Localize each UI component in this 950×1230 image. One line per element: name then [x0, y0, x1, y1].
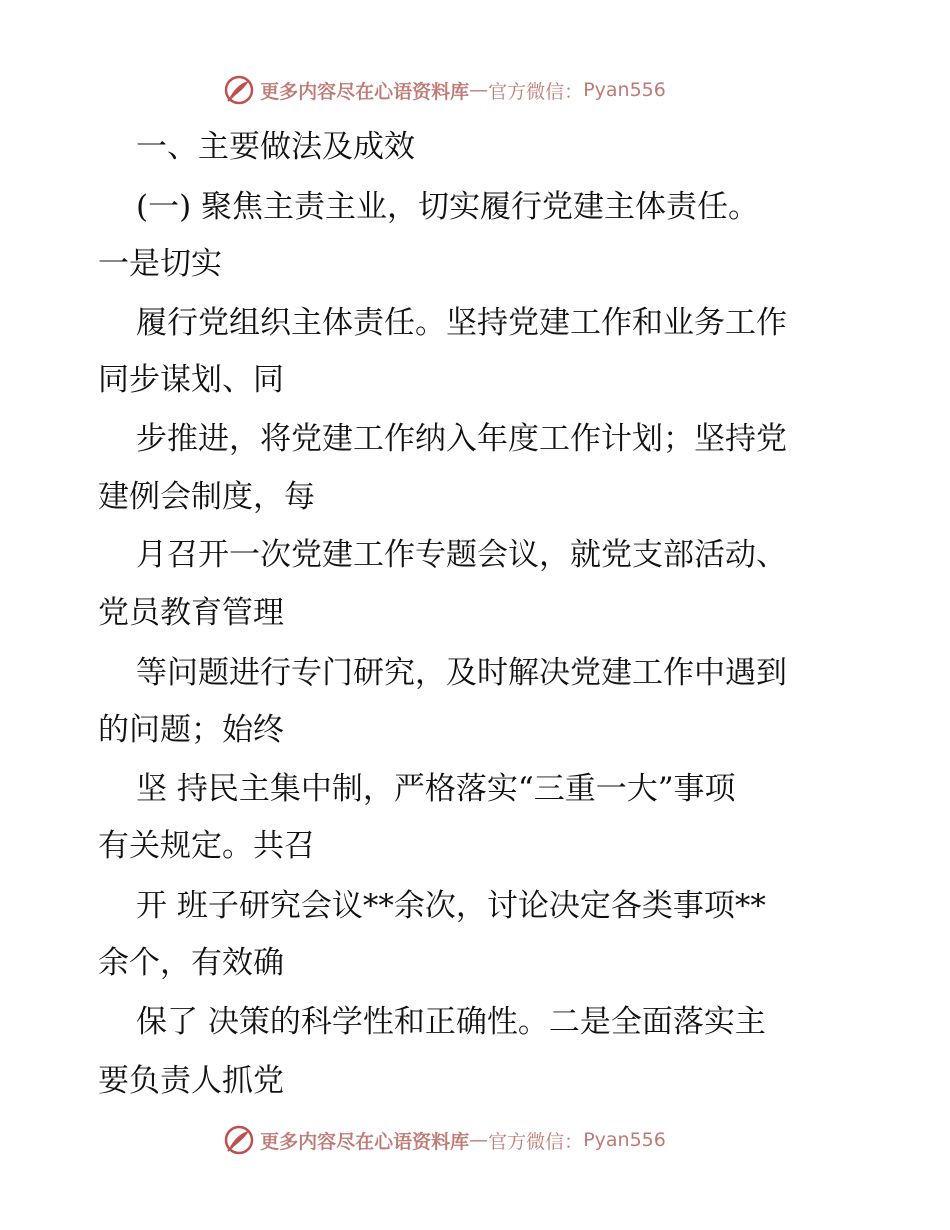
body-line: 同步谋划、同 — [98, 362, 284, 398]
body-line: 月召开一次党建工作专题会议，就党支部活动、 — [136, 537, 787, 573]
body-line: 要负责人抓党 — [98, 1063, 284, 1099]
body-line: 开 班子研究会议**余次，讨论决定各类事项** — [136, 888, 766, 924]
watermark-separator: — — [469, 79, 489, 101]
watermark-official-label: 官方微信： — [488, 80, 584, 103]
footer-watermark — [0, 1120, 950, 1160]
body-line: 步推进，将党建工作纳入年度工作计划；坚持党 — [136, 421, 787, 457]
body-line: 等问题进行专门研究，及时解决党建工作中遇到 — [136, 655, 787, 691]
watermark-wechat-id: Pyan556 — [583, 1129, 666, 1151]
watermark-text: 更多内容尽在心语资料库 — [260, 1130, 470, 1153]
feather-logo-icon — [224, 1125, 254, 1155]
watermark-text: 更多内容尽在心语资料库 — [260, 80, 470, 103]
body-line: 坚 持民主集中制，严格落实“三重一大”事项 — [136, 771, 736, 807]
watermark-separator: — — [469, 1129, 489, 1151]
subsection-heading: (一) 聚焦主责主业，切实履行党建主体责任。 — [136, 189, 760, 225]
body-line: 一是切实 — [98, 246, 222, 282]
watermark-official-label: 官方微信： — [488, 1130, 584, 1153]
body-line: 党员教育管理 — [98, 595, 284, 631]
body-line: 建例会制度，每 — [98, 479, 315, 515]
body-line: 履行党组织主体责任。坚持党建工作和业务工作 — [136, 305, 787, 341]
body-line: 余个，有效确 — [98, 945, 284, 981]
header-watermark — [0, 70, 950, 110]
section-heading: 一、主要做法及成效 — [136, 129, 415, 165]
feather-logo-icon — [224, 75, 254, 105]
body-line: 保了 决策的科学性和正确性。二是全面落实主 — [136, 1004, 766, 1040]
body-line: 有关规定。共召 — [98, 828, 315, 864]
watermark-wechat-id: Pyan556 — [583, 79, 666, 101]
body-line: 的问题；始终 — [98, 712, 284, 748]
